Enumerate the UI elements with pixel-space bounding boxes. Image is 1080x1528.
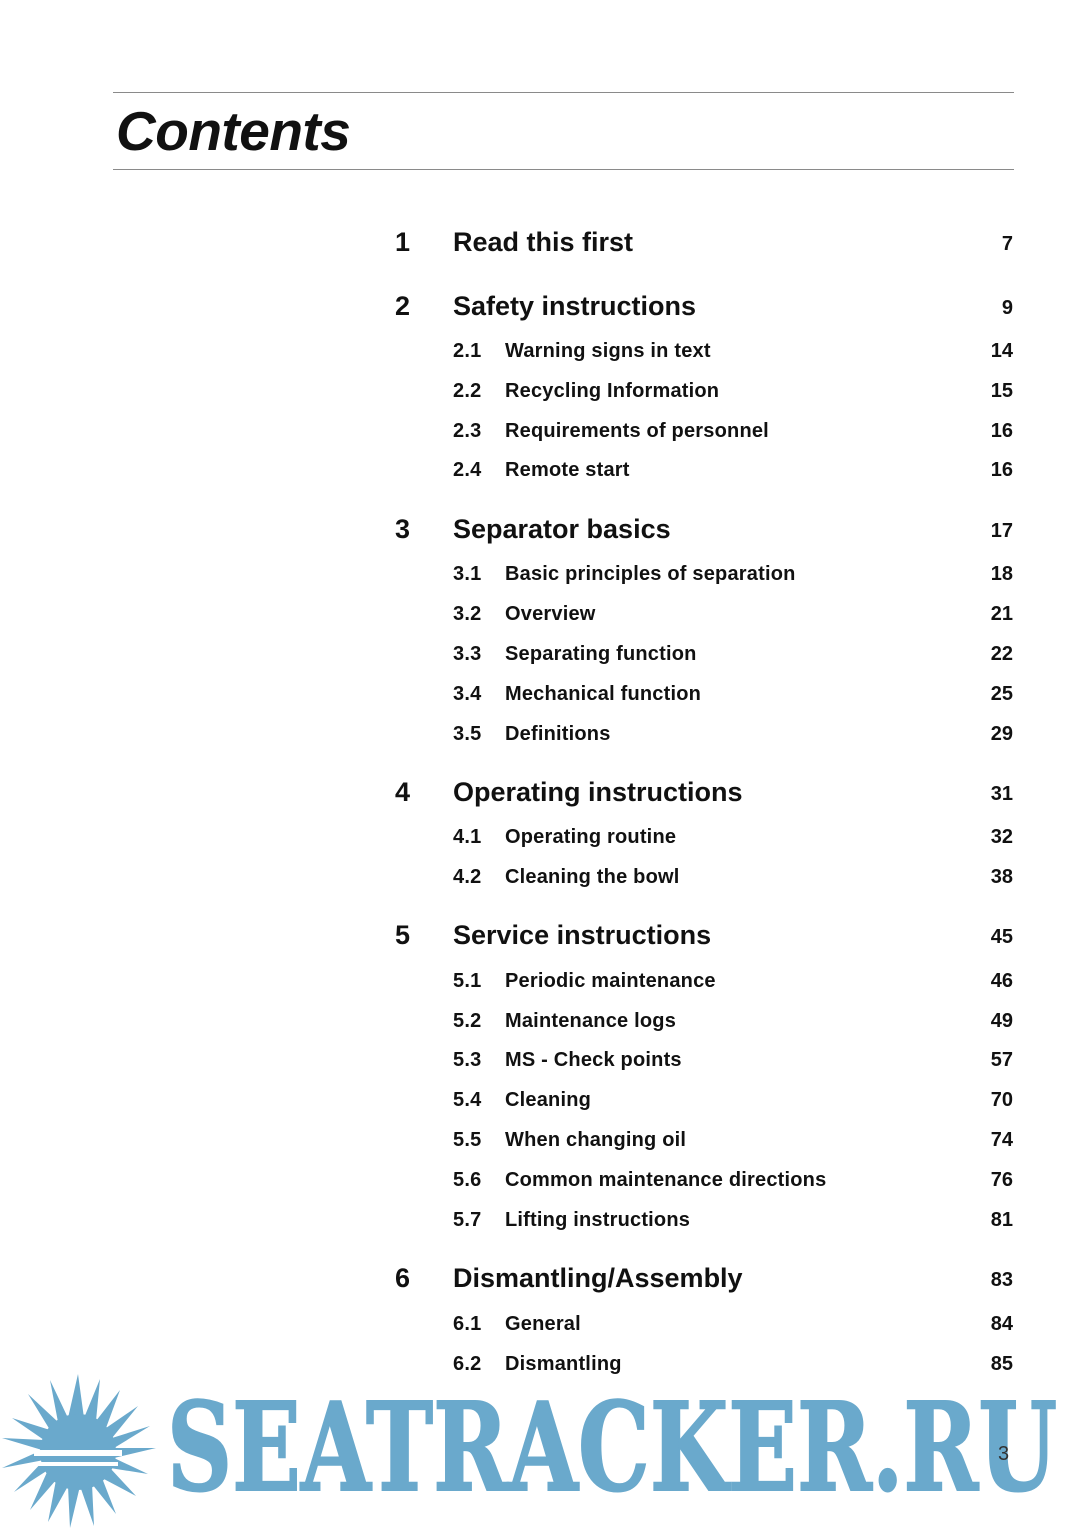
section-title: Mechanical function bbox=[505, 683, 702, 705]
chapter-page: 31 bbox=[990, 783, 1013, 805]
section-number: 6.2 bbox=[453, 1353, 482, 1375]
section-title: MS - Check points bbox=[505, 1049, 682, 1071]
watermark-text: SEATRACKER.RU bbox=[167, 1375, 1057, 1519]
chapter-number: 6 bbox=[395, 1263, 411, 1293]
chapter-number: 3 bbox=[395, 514, 411, 544]
title-rule bbox=[113, 169, 1014, 170]
section-number: 5.5 bbox=[453, 1129, 482, 1151]
chapter-page: 9 bbox=[1001, 297, 1013, 319]
page-title: Contents bbox=[116, 100, 351, 162]
chapter-title: Separator basics bbox=[453, 514, 671, 544]
chapter-page: 17 bbox=[990, 520, 1013, 542]
chapter-number: 5 bbox=[395, 920, 411, 950]
section-number: 3.1 bbox=[453, 563, 482, 585]
section-page: 85 bbox=[990, 1353, 1013, 1375]
section-title: Cleaning bbox=[505, 1089, 592, 1111]
section-page: 14 bbox=[990, 340, 1013, 362]
section-page: 38 bbox=[990, 866, 1013, 888]
chapter-title: Dismantling/Assembly bbox=[453, 1263, 743, 1293]
section-page: 74 bbox=[990, 1129, 1013, 1151]
section-page: 70 bbox=[990, 1089, 1013, 1111]
chapter-title: Read this first bbox=[453, 227, 634, 257]
section-title: Lifting instructions bbox=[505, 1209, 691, 1231]
chapter-page: 7 bbox=[1001, 233, 1013, 255]
section-number: 5.2 bbox=[453, 1010, 482, 1032]
page-number: 3 bbox=[998, 1443, 1010, 1465]
sun-icon bbox=[2, 1374, 156, 1528]
section-page: 84 bbox=[990, 1313, 1013, 1335]
section-title: Operating routine bbox=[505, 826, 677, 848]
chapter-title: Safety instructions bbox=[453, 291, 697, 321]
chapter-title: Service instructions bbox=[453, 920, 712, 950]
chapter-page: 83 bbox=[990, 1269, 1013, 1291]
section-title: Definitions bbox=[505, 723, 611, 745]
section-number: 2.2 bbox=[453, 380, 482, 402]
section-page: 29 bbox=[990, 723, 1013, 745]
section-number: 5.3 bbox=[453, 1049, 482, 1071]
section-title: Requirements of personnel bbox=[505, 420, 769, 442]
section-title: Recycling Information bbox=[505, 380, 720, 402]
chapter-number: 4 bbox=[395, 777, 411, 807]
chapter-title: Operating instructions bbox=[453, 777, 743, 807]
section-title: Cleaning the bowl bbox=[505, 866, 680, 888]
section-number: 2.4 bbox=[453, 459, 482, 481]
section-title: Basic principles of separation bbox=[505, 563, 796, 585]
chapter-number: 2 bbox=[395, 291, 411, 321]
section-number: 3.5 bbox=[453, 723, 482, 745]
section-title: When changing oil bbox=[505, 1129, 687, 1151]
section-page: 16 bbox=[990, 420, 1013, 442]
section-page: 46 bbox=[990, 970, 1013, 992]
section-number: 3.3 bbox=[453, 643, 482, 665]
section-number: 4.1 bbox=[453, 826, 482, 848]
top-rule bbox=[113, 92, 1014, 93]
section-page: 25 bbox=[990, 683, 1013, 705]
section-page: 81 bbox=[990, 1209, 1013, 1231]
section-page: 32 bbox=[990, 826, 1013, 848]
section-page: 15 bbox=[990, 380, 1013, 402]
section-title: Dismantling bbox=[505, 1353, 622, 1375]
section-title: Warning signs in text bbox=[505, 340, 711, 362]
section-number: 5.6 bbox=[453, 1169, 482, 1191]
section-number: 5.1 bbox=[453, 970, 482, 992]
section-title: Overview bbox=[505, 603, 596, 625]
section-number: 3.4 bbox=[453, 683, 482, 705]
section-page: 76 bbox=[990, 1169, 1013, 1191]
section-number: 6.1 bbox=[453, 1313, 482, 1335]
section-title: Remote start bbox=[505, 459, 630, 481]
section-number: 2.3 bbox=[453, 420, 482, 442]
section-number: 3.2 bbox=[453, 603, 482, 625]
section-number: 2.1 bbox=[453, 340, 482, 362]
section-number: 5.4 bbox=[453, 1089, 482, 1111]
section-page: 21 bbox=[990, 603, 1013, 625]
section-title: Common maintenance directions bbox=[505, 1169, 827, 1191]
section-page: 57 bbox=[990, 1049, 1013, 1071]
section-number: 5.7 bbox=[453, 1209, 482, 1231]
watermark bbox=[0, 1362, 1080, 1528]
section-number: 4.2 bbox=[453, 866, 482, 888]
chapter-number: 1 bbox=[395, 227, 411, 257]
section-title: General bbox=[505, 1313, 581, 1335]
section-page: 16 bbox=[990, 459, 1013, 481]
section-title: Maintenance logs bbox=[505, 1010, 677, 1032]
section-page: 49 bbox=[990, 1010, 1013, 1032]
section-page: 18 bbox=[990, 563, 1013, 585]
chapter-page: 45 bbox=[990, 926, 1013, 948]
section-page: 22 bbox=[990, 643, 1013, 665]
section-title: Periodic maintenance bbox=[505, 970, 716, 992]
section-title: Separating function bbox=[505, 643, 697, 665]
